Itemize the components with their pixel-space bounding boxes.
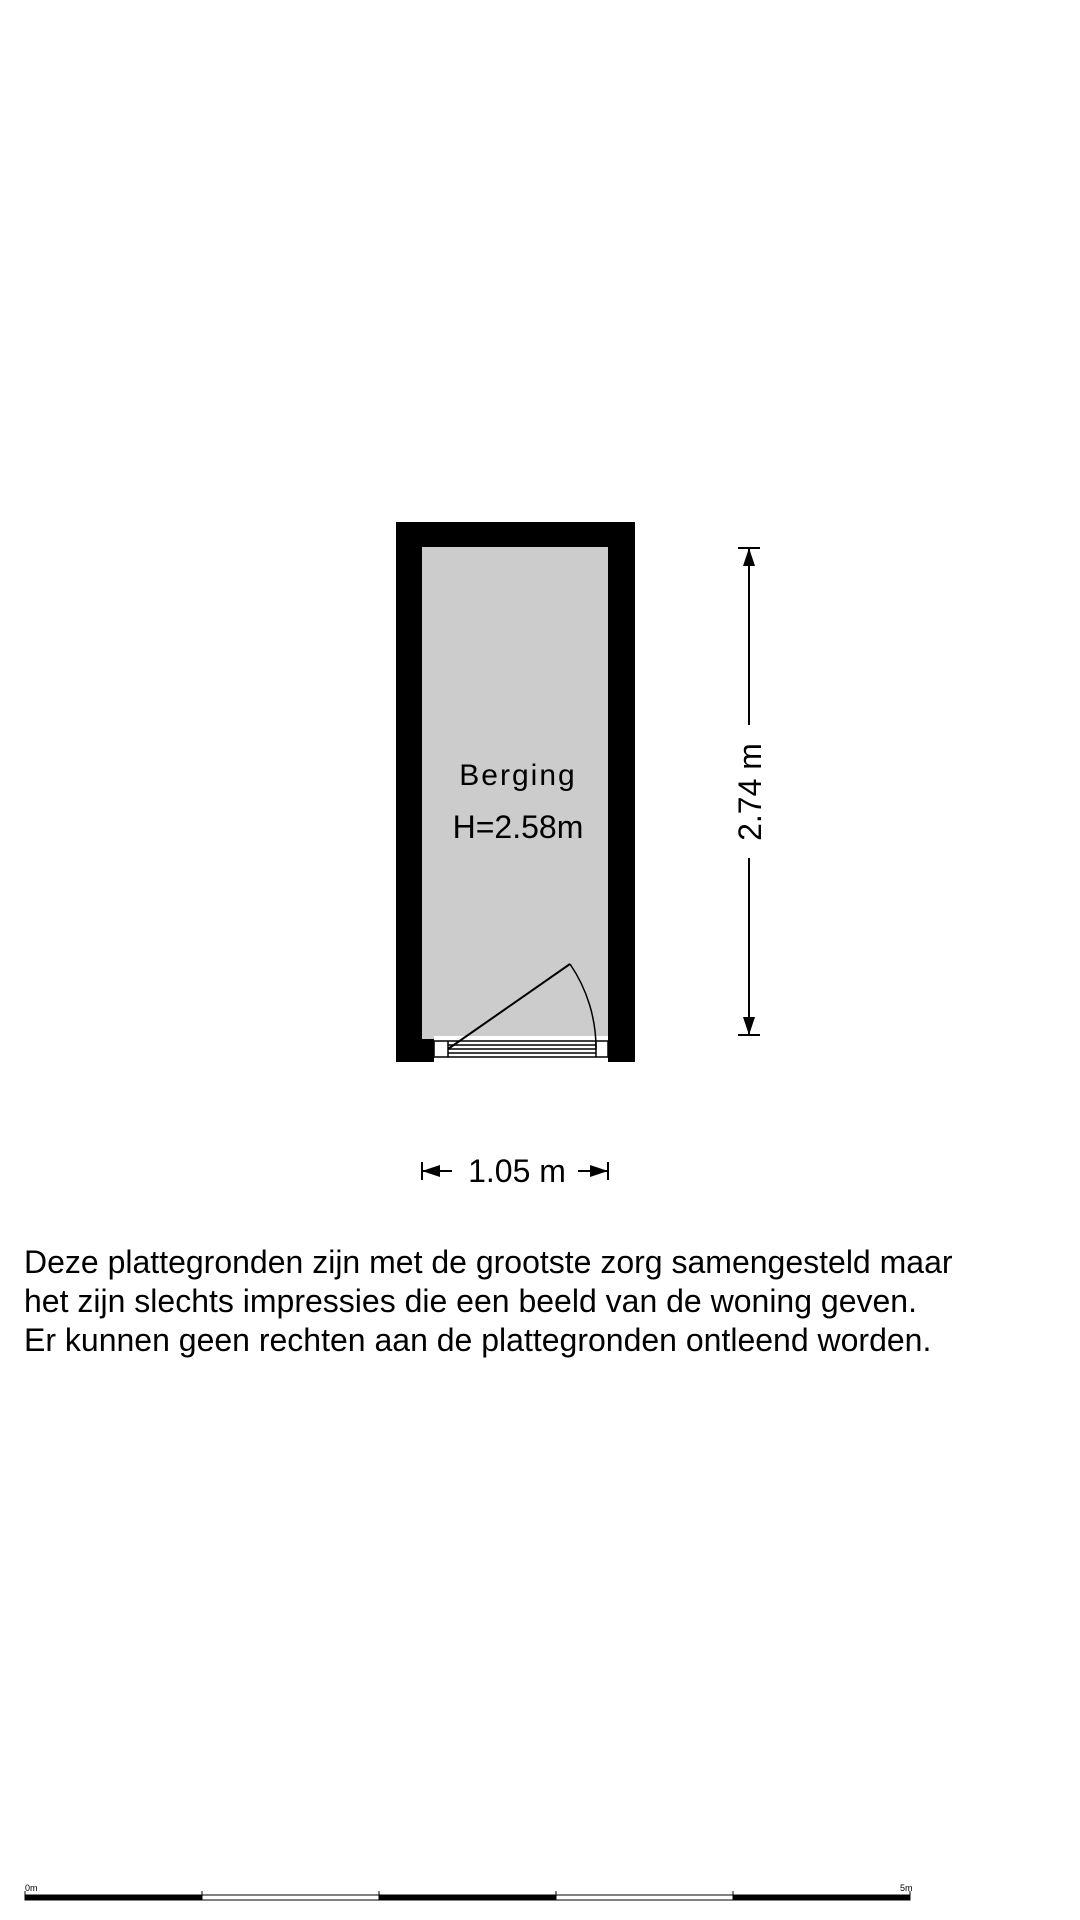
room-height: H=2.58m <box>452 809 584 845</box>
scale-segment-3 <box>379 1895 556 1900</box>
room-floor <box>422 547 608 1039</box>
scale-start-label: 0m <box>25 1883 38 1893</box>
arrow-up-icon <box>743 548 755 566</box>
scale-bar <box>25 1883 913 1900</box>
disclaimer-line-3: Er kunnen geen rechten aan de plattegronden ontleend worden. <box>24 1322 932 1358</box>
disclaimer-line-1: Deze plattegronden zijn met de grootste zorg samengesteld maar <box>24 1244 953 1280</box>
width-label: 1.05 m <box>468 1153 566 1189</box>
disclaimer-line-2: het zijn slechts impressies die een beeld van de woning geven. <box>24 1283 917 1319</box>
room-name: Berging <box>459 759 577 792</box>
scale-end-label: 5m <box>900 1883 913 1893</box>
depth-label: 2.74 m <box>732 743 768 841</box>
scale-segment-1 <box>25 1895 202 1900</box>
arrow-left-icon <box>422 1165 440 1177</box>
scale-segment-5 <box>733 1895 910 1900</box>
depth-dimension <box>732 548 768 1035</box>
width-dimension <box>422 1153 608 1189</box>
arrow-right-icon <box>590 1165 608 1177</box>
disclaimer-text <box>24 1243 1064 1360</box>
arrow-down-icon <box>743 1017 755 1035</box>
